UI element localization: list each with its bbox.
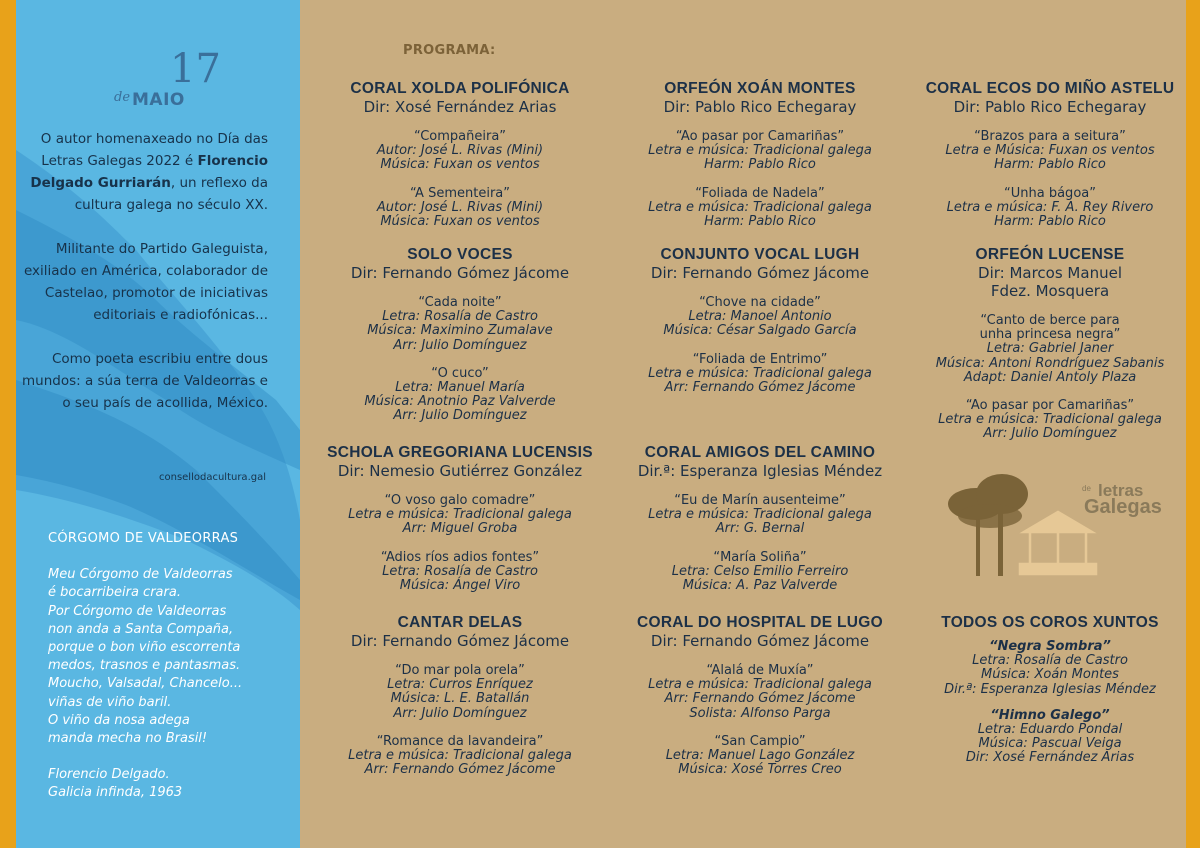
- choir-name: ORFEÓN XOÁN MONTES: [664, 80, 856, 97]
- bandstand-illustration: [1020, 512, 1096, 574]
- song-credit: Música: Maximino Zumalave: [367, 323, 553, 339]
- song-credit: Letra: Manuel Lago González: [665, 748, 855, 764]
- choir-name: TODOS OS COROS XUNTOS: [941, 614, 1159, 631]
- song-entry: [300, 551, 620, 594]
- song-title: “Chove na cidade”: [699, 295, 821, 310]
- choir-director: Dir: Pablo Rico Echegaray: [663, 98, 857, 116]
- song-entry: [310, 296, 610, 353]
- song-title: “Ao pasar por Camariñas”: [965, 398, 1135, 414]
- song-entry: [610, 296, 910, 339]
- song-title: “Brazos para a seitura”: [974, 129, 1126, 144]
- choir-director: Dir: Xosé Fernández Arias: [363, 98, 557, 116]
- date-mark: [112, 46, 232, 110]
- date-month: MAIO: [132, 90, 185, 110]
- song-title: “Unha bágoa”: [1004, 185, 1096, 201]
- choir-block: [310, 614, 610, 777]
- author-name: Florencio Delgado Gurriarán: [30, 153, 268, 191]
- logo-de: de: [1082, 484, 1091, 493]
- poem-line: O viño da nosa adega: [48, 712, 190, 728]
- song-credit: Letra e música: Tradicional galega: [648, 507, 872, 523]
- song-credit: Arr: Fernando Gómez Jácome: [664, 691, 856, 707]
- song-entry: [310, 130, 610, 173]
- song-title: “Cada noite”: [418, 295, 502, 310]
- song-credit: Arr: Fernando Gómez Jácome: [664, 380, 856, 396]
- song-credit: Música: A. Paz Valverde: [682, 578, 838, 594]
- choir-director: Dir: Marcos Manuel Fdez. Mosquera: [978, 264, 1122, 300]
- song-credit: Harm: Pablo Rico: [704, 157, 816, 173]
- song-credit: Letra e música: Tradicional galega: [348, 507, 572, 523]
- song-credit: Arr: Julio Domínguez: [393, 705, 527, 721]
- source-credit: consellodacultura.gal: [158, 472, 266, 483]
- song-title: “Foliada de Nadela”: [695, 185, 825, 201]
- song-credit: Música: Anotnio Paz Valverde: [364, 394, 556, 410]
- song-credit: Arr: Julio Domínguez: [393, 408, 527, 424]
- choir-name: CORAL ECOS DO MIÑO ASTELU: [925, 80, 1175, 97]
- song-entry: [300, 494, 620, 537]
- song-title: “O voso galo comadre”: [384, 493, 536, 508]
- song-credit: Música: Pascual Veiga: [978, 736, 1122, 752]
- song-entry: [910, 640, 1190, 697]
- choir-name: CONJUNTO VOCAL LUGH: [660, 246, 860, 263]
- choir-block: [300, 444, 620, 593]
- song-credit: Música: L. E. Batallán: [390, 691, 530, 707]
- intro-paragraph-3: Como poeta escribiu entre dous mundos: a súa terra de Valdeorras e o seu país de acollida, México.: [22, 351, 268, 411]
- song-title: “Eu de Marín ausenteime”: [674, 493, 846, 508]
- song-credit: Música: Fuxan os ventos: [380, 157, 540, 173]
- song-credit: Arr: G. Bernal: [715, 521, 805, 537]
- choir-name: SOLO VOCES: [407, 246, 513, 263]
- logo-letras: letras: [1098, 481, 1144, 500]
- song-entry: [610, 187, 910, 230]
- choir-block: [910, 614, 1190, 766]
- poem-title: CÓRGOMO DE VALDEORRAS: [48, 531, 239, 546]
- poem: [48, 530, 298, 803]
- song-credit: Harm: Pablo Rico: [704, 214, 816, 230]
- song-title: “Himno Galego”: [990, 707, 1110, 723]
- song-credit: Letra e música: Tradicional galega: [348, 748, 572, 764]
- intro-paragraph-2: Militante do Partido Galeguista, exiliado en América, colaborador de Castelao, promotor de iniciativas editoriais e radiofónicas...: [23, 241, 268, 323]
- choir-block: [610, 80, 910, 229]
- song-credit: Arr: Julio Domínguez: [393, 337, 527, 353]
- choir-block: [910, 80, 1190, 229]
- choir-director: Dir: Pablo Rico Echegaray: [953, 98, 1147, 116]
- choir-director: Dir: Fernando Gómez Jácome: [650, 632, 870, 650]
- song-entry: [610, 353, 910, 396]
- song-credit: Adapt: Daniel Antoly Plaza: [963, 369, 1137, 385]
- poem-line: é bocarribeira crara.: [48, 585, 181, 601]
- poem-source: Galicia infinda, 1963: [48, 785, 183, 801]
- left-panel: [16, 0, 300, 848]
- song-credit: Harm: Pablo Rico: [994, 214, 1106, 230]
- song-credit: Música: Xosé Torres Creo: [678, 762, 842, 778]
- song-credit: Letra: Manoel Antonio: [688, 309, 832, 325]
- song-credit: Música: Antoni Rondríguez Sabanis: [935, 355, 1165, 371]
- poem-line: manda mecha no Brasil!: [48, 731, 208, 747]
- song-entry: [610, 494, 910, 537]
- song-title: “Ao pasar por Camariñas”: [675, 129, 845, 144]
- song-title: “Alalá de Muxía”: [706, 663, 814, 678]
- choir-name: CORAL XOLDA POLIFÓNICA: [350, 80, 570, 97]
- song-credit: Letra e música: Tradicional galega: [938, 412, 1162, 428]
- choir-block: [610, 614, 910, 777]
- song-credit: Letra e Música: Fuxan os ventos: [945, 143, 1155, 159]
- song-entry: [910, 709, 1190, 766]
- choir-name: CORAL AMIGOS DEL CAMINO: [644, 444, 876, 461]
- choir-director: Dir.ª: Esperanza Iglesias Méndez: [637, 462, 883, 480]
- choir-block: [310, 246, 610, 424]
- choir-block: [910, 246, 1190, 442]
- poem-line: porque o bon viño escorrenta: [48, 640, 241, 656]
- song-title: “María Soliña”: [713, 549, 807, 565]
- choir-block: [610, 444, 910, 593]
- song-entry: [910, 130, 1190, 173]
- poem-body: [48, 566, 298, 748]
- date-day: 17: [170, 46, 221, 92]
- date-de: de: [114, 90, 131, 105]
- song-credit: Harm: Pablo Rico: [994, 157, 1106, 173]
- choir-name: SCHOLA GREGORIANA LUCENSIS: [327, 444, 593, 461]
- song-entry: [310, 735, 610, 778]
- poem-line: viñas de viño baril.: [48, 694, 172, 710]
- song-credit: Letra e música: Tradicional galega: [648, 677, 872, 693]
- song-credit: Música: Xoán Montes: [981, 667, 1119, 683]
- trees-illustration: [948, 474, 1028, 576]
- choir-director: Dir: Fernando Gómez Jácome: [350, 632, 570, 650]
- choir-name: ORFEÓN LUCENSE: [975, 246, 1125, 263]
- choir-name: CORAL DO HOSPITAL DE LUGO: [636, 614, 884, 631]
- song-title: “Canto de berce para unha princesa negra”: [979, 313, 1121, 343]
- logo-galegas: Galegas: [1084, 496, 1162, 518]
- poem-signature: Florencio Delgado.: [48, 767, 170, 783]
- song-entry: [610, 130, 910, 173]
- song-credit: Arr: Fernando Gómez Jácome: [364, 762, 556, 778]
- song-credit: Música: César Salgado García: [663, 323, 857, 339]
- song-title: “Do mar pola orela”: [395, 663, 525, 678]
- song-title: “Compañeira”: [413, 129, 507, 144]
- song-title: “San Campio”: [714, 733, 806, 749]
- song-entry: [310, 187, 610, 230]
- choir-director: Dir: Fernando Gómez Jácome: [350, 264, 570, 282]
- song-credit: Letra e música: Tradicional galega: [648, 365, 872, 381]
- song-credit: Arr: Miguel Groba: [402, 521, 518, 537]
- song-credit: Letra: Celso Emilio Ferreiro: [671, 563, 849, 579]
- song-entry: [310, 664, 610, 721]
- song-credit: Dir.ª: Esperanza Iglesias Méndez: [944, 681, 1156, 697]
- song-entry: [610, 664, 910, 721]
- song-credit: Música: Ángel Viro: [399, 578, 521, 594]
- song-entry: [910, 399, 1190, 442]
- intro-text: [18, 128, 268, 436]
- song-credit: Letra e música: Tradicional galega: [648, 199, 872, 215]
- song-title: “Foliada de Entrimo”: [692, 351, 828, 367]
- song-entry: [610, 735, 910, 778]
- poem-line: Meu Córgomo de Valdeorras: [48, 567, 233, 583]
- poem-line: Por Córgomo de Valdeorras: [48, 603, 227, 619]
- song-credit: Letra: Rosalía de Castro: [382, 563, 538, 579]
- song-credit: Letra: Gabriel Janer: [986, 341, 1114, 357]
- poem-line: medos, trasnos e pantasmas.: [48, 658, 241, 674]
- song-entry: [610, 551, 910, 594]
- choir-block: [310, 80, 610, 229]
- song-credit: Letra: Eduardo Pondal: [977, 722, 1123, 738]
- song-credit: Letra: Rosalía de Castro: [382, 309, 538, 325]
- choir-block: [610, 246, 910, 395]
- song-credit: Letra: Rosalía de Castro: [972, 653, 1128, 669]
- song-credit: Dir: Xosé Fernández Arias: [965, 750, 1135, 766]
- song-credit: Letra: Curros Enríquez: [387, 677, 533, 693]
- song-credit: Autor: José L. Rivas (Mini): [376, 199, 544, 215]
- program-heading: PROGRAMA:: [403, 43, 496, 58]
- intro-paragraph-1: O autor homenaxeado no Día das Letras Galegas 2022 é Florencio Delgado Gurriarán, un reflexo da cultura galega no século XX.: [30, 131, 268, 213]
- song-title: “Negra Sombra”: [989, 639, 1111, 654]
- choir-director: Dir: Fernando Gómez Jácome: [650, 264, 870, 282]
- poem-line: non anda a Santa Compaña,: [48, 621, 234, 637]
- choir-director: Dir: Nemesio Gutiérrez González: [337, 462, 583, 480]
- poem-line: Moucho, Valsadal, Chancelo...: [48, 676, 243, 692]
- song-credit: Letra: Manuel María: [395, 380, 525, 396]
- song-entry: [910, 314, 1190, 385]
- song-credit: Música: Fuxan os ventos: [380, 214, 540, 230]
- song-title: “A Sementeira”: [410, 185, 510, 201]
- song-title: “Adios ríos adios fontes”: [380, 549, 540, 565]
- song-credit: Letra e música: Tradicional galega: [648, 143, 872, 159]
- song-entry: [310, 367, 610, 424]
- song-credit: Autor: José L. Rivas (Mini): [376, 143, 544, 159]
- song-entry: [910, 187, 1190, 230]
- song-credit: Arr: Julio Domínguez: [983, 426, 1117, 442]
- choir-name: CANTAR DELAS: [397, 614, 523, 631]
- song-title: “O cuco”: [431, 365, 489, 381]
- song-title: “Romance da lavandeira”: [376, 733, 544, 749]
- song-credit: Letra e música: F. A. Rey Rivero: [946, 199, 1154, 215]
- song-credit: Solista: Alfonso Parga: [689, 705, 831, 721]
